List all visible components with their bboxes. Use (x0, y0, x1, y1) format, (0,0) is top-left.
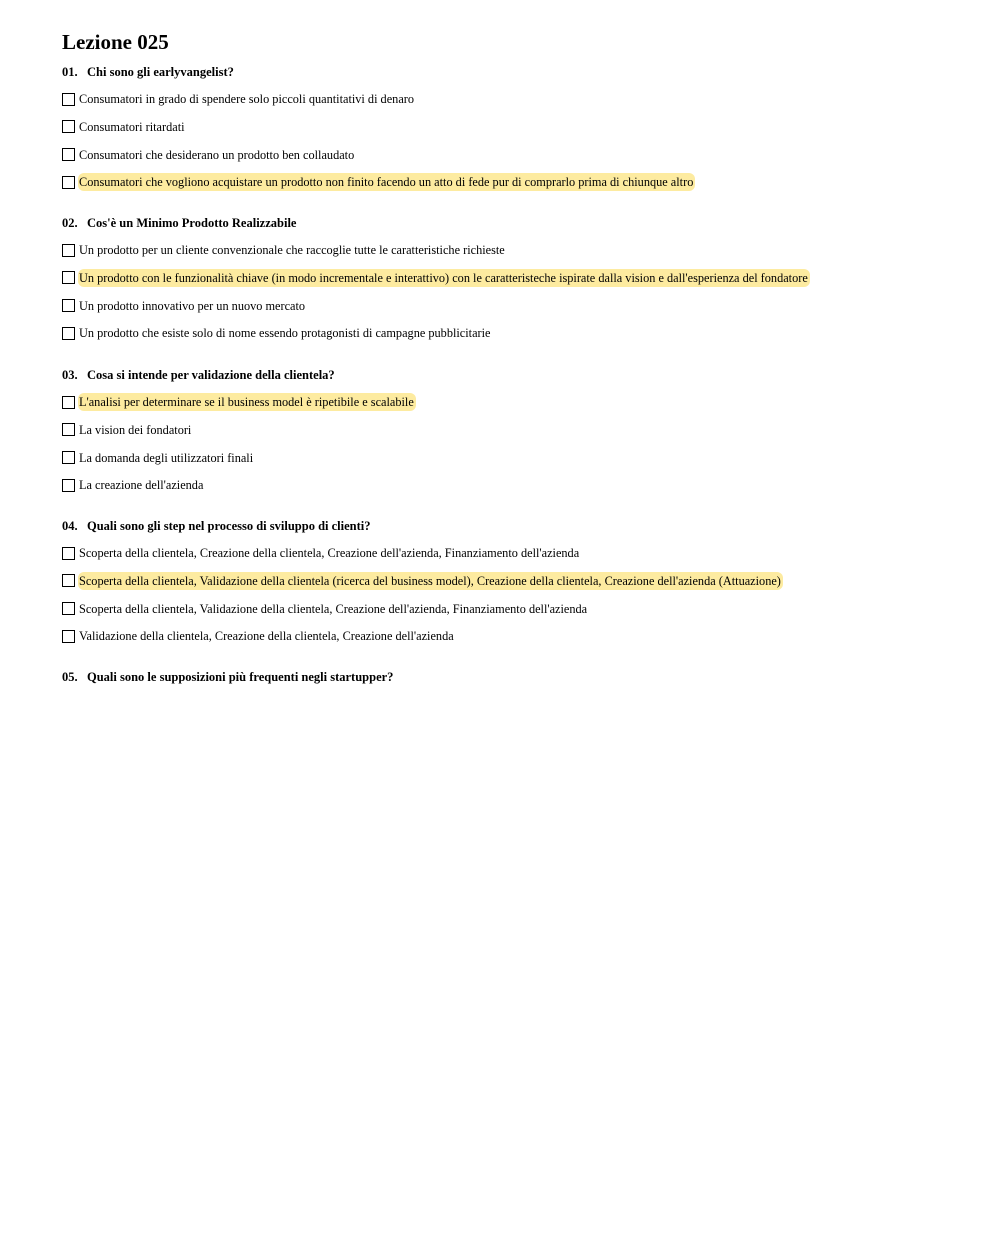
question-header (62, 64, 962, 80)
checkbox[interactable] (62, 574, 75, 587)
checkbox[interactable] (62, 479, 75, 492)
answer-text: Scoperta della clientela, Creazione della clientela, Creazione dell'azienda, Finanziamento dell'azienda (79, 546, 580, 560)
answer-text: Scoperta della clientela, Validazione della clientela (ricerca del business model), Creazione della clientela, Creazione dell'azienda (Attuazione) (79, 573, 781, 588)
answer-option[interactable] (62, 90, 962, 108)
answer-option[interactable] (62, 600, 962, 618)
checkbox[interactable] (62, 244, 75, 257)
question-header (62, 215, 962, 231)
checkbox[interactable] (62, 120, 75, 133)
answer-text: La domanda degli utilizzatori finali (79, 450, 254, 465)
answer-option[interactable] (62, 297, 962, 315)
question-5 (62, 669, 962, 685)
answer-option[interactable] (62, 627, 962, 645)
answer-option[interactable] (62, 476, 962, 494)
answer-option[interactable] (62, 269, 962, 287)
question-text: Quali sono le supposizioni più frequenti negli startupper? (87, 670, 394, 684)
checkbox[interactable] (62, 630, 75, 643)
checkbox[interactable] (62, 547, 75, 560)
answer-text: L'analisi per determinare se il business model è ripetibile e scalabile (79, 395, 414, 409)
checkbox[interactable] (62, 176, 75, 189)
question-2 (62, 215, 962, 352)
answer-option[interactable] (62, 393, 962, 411)
answer-option[interactable] (62, 241, 962, 259)
answer-option[interactable] (62, 572, 962, 590)
question-text: Quali sono gli step nel processo di sviluppo di clienti? (87, 519, 371, 533)
checkbox[interactable] (62, 327, 75, 340)
answer-text: La creazione dell'azienda (79, 478, 204, 493)
answer-text: Scoperta della clientela, Validazione della clientela, Creazione dell'azienda, Finanziamento dell'azienda (79, 601, 588, 616)
answer-text: Un prodotto con le funzionalità chiave (in modo incrementale e interattivo) con le caratteristeche ispirate dalla vision e dall'esperienza del fondatore (79, 270, 808, 285)
checkbox[interactable] (62, 271, 75, 284)
question-header (62, 518, 962, 534)
checkbox[interactable] (62, 602, 75, 615)
answer-list (62, 544, 962, 645)
answer-text: Consumatori in grado di spendere solo piccoli quantitativi di denaro (79, 92, 415, 106)
answer-option[interactable] (62, 324, 962, 342)
question-3 (62, 367, 962, 504)
checkbox[interactable] (62, 299, 75, 312)
question-text: Chi sono gli earlyvangelist? (87, 65, 234, 79)
checkbox[interactable] (62, 396, 75, 409)
answer-text: Consumatori che desiderano un prodotto ben collaudato (79, 147, 355, 162)
answer-option[interactable] (62, 421, 962, 439)
question-number: 04. (62, 519, 78, 533)
question-number: 01. (62, 65, 78, 79)
question-1 (62, 64, 962, 201)
question-number: 02. (62, 216, 78, 230)
answer-option[interactable] (62, 544, 962, 562)
checkbox[interactable] (62, 423, 75, 436)
answer-text: Un prodotto per un cliente convenzionale che raccoglie tutte le caratteristiche richieste (79, 243, 505, 257)
answer-option[interactable] (62, 449, 962, 467)
question-text: Cos'è un Minimo Prodotto Realizzabile (87, 216, 297, 230)
answer-list (62, 90, 962, 191)
question-header (62, 669, 962, 685)
answer-option[interactable] (62, 173, 962, 191)
question-text: Cosa si intende per validazione della clientela? (87, 368, 335, 382)
checkbox[interactable] (62, 148, 75, 161)
answer-text: Un prodotto che esiste solo di nome essendo protagonisti di campagne pubblicitarie (79, 326, 491, 341)
answer-text: Un prodotto innovativo per un nuovo mercato (79, 298, 306, 313)
answer-list (62, 393, 962, 494)
checkbox[interactable] (62, 451, 75, 464)
answer-text: Consumatori ritardati (79, 119, 185, 134)
answer-option[interactable] (62, 118, 962, 136)
question-number: 05. (62, 670, 78, 684)
answer-text: La vision dei fondatori (79, 422, 192, 437)
answer-text: Consumatori che vogliono acquistare un prodotto non finito facendo un atto di fede pur di comprarlo prima di chiunque altro (79, 175, 694, 190)
answer-text: Validazione della clientela, Creazione della clientela, Creazione dell'azienda (79, 629, 454, 644)
answer-list (62, 241, 962, 342)
checkbox[interactable] (62, 93, 75, 106)
answer-option[interactable] (62, 146, 962, 164)
page-title: Lezione 025 (62, 30, 169, 54)
question-header (62, 367, 962, 383)
question-number: 03. (62, 368, 78, 382)
question-4 (62, 518, 962, 655)
